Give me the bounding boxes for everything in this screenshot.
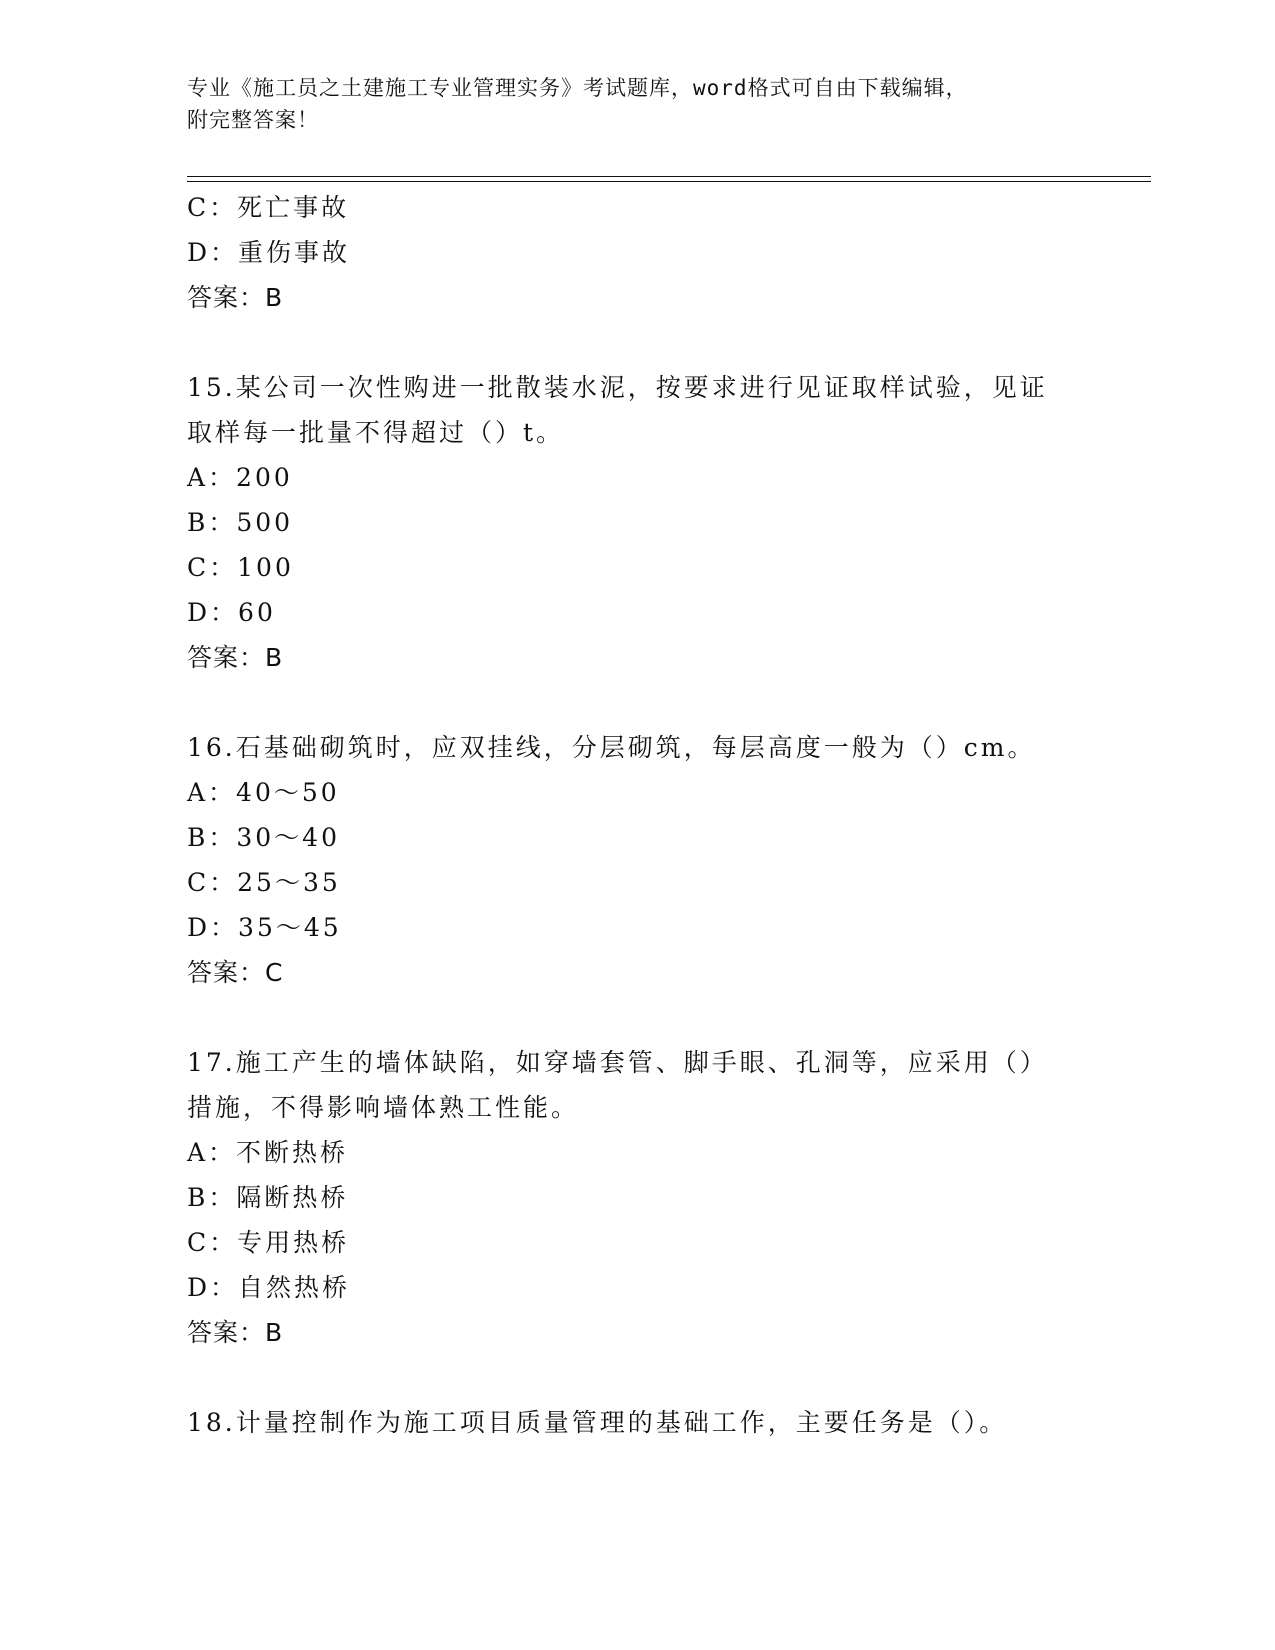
q17-option-c: C：专用热桥 — [187, 1228, 350, 1257]
header-line-2: 附完整答案！ — [187, 108, 319, 132]
q15-option-a: A：200 — [187, 463, 293, 492]
q15-option-c: C：100 — [187, 553, 294, 582]
header-divider-top — [187, 176, 1151, 177]
q18-stem-line-1: 18.计量控制作为施工项目质量管理的基础工作，主要任务是（）。 — [187, 1408, 1008, 1437]
q14-answer: 答案：B — [187, 283, 284, 312]
q16-stem-line-1: 16.石基础砌筑时，应双挂线，分层砌筑，每层高度一般为（）cm。 — [187, 733, 1036, 762]
header-divider-bottom — [187, 181, 1151, 182]
q15-answer: 答案：B — [187, 643, 284, 672]
q16-option-d: D：35～45 — [187, 913, 342, 942]
q14-option-c: C：死亡事故 — [187, 193, 350, 222]
document-header — [187, 72, 1067, 136]
q16-answer: 答案：C — [187, 958, 284, 987]
q16-option-b: B：30～40 — [187, 823, 340, 852]
q15-stem-line-2: 取样每一批量不得超过（）t。 — [187, 418, 565, 447]
q17-option-b: B：隔断热桥 — [187, 1183, 349, 1212]
q17-option-a: A：不断热桥 — [187, 1138, 349, 1167]
q17-option-d: D：自然热桥 — [187, 1273, 351, 1302]
q17-stem-line-1: 17.施工产生的墙体缺陷，如穿墙套管、脚手眼、孔洞等，应采用（） — [187, 1048, 1048, 1077]
q16-option-a: A：40～50 — [187, 778, 340, 807]
q16-option-c: C：25～35 — [187, 868, 341, 897]
q15-stem-line-1: 15.某公司一次性购进一批散装水泥，按要求进行见证取样试验，见证 — [187, 373, 1048, 402]
q17-stem-line-2: 措施，不得影响墙体熟工性能。 — [187, 1093, 580, 1122]
q15-option-d: D：60 — [187, 598, 276, 627]
q14-option-d: D：重伤事故 — [187, 238, 351, 267]
q17-answer: 答案：B — [187, 1318, 284, 1347]
header-line-1: 专业《施工员之土建施工专业管理实务》考试题库，word格式可自由下载编辑， — [187, 76, 968, 100]
q15-option-b: B：500 — [187, 508, 294, 537]
